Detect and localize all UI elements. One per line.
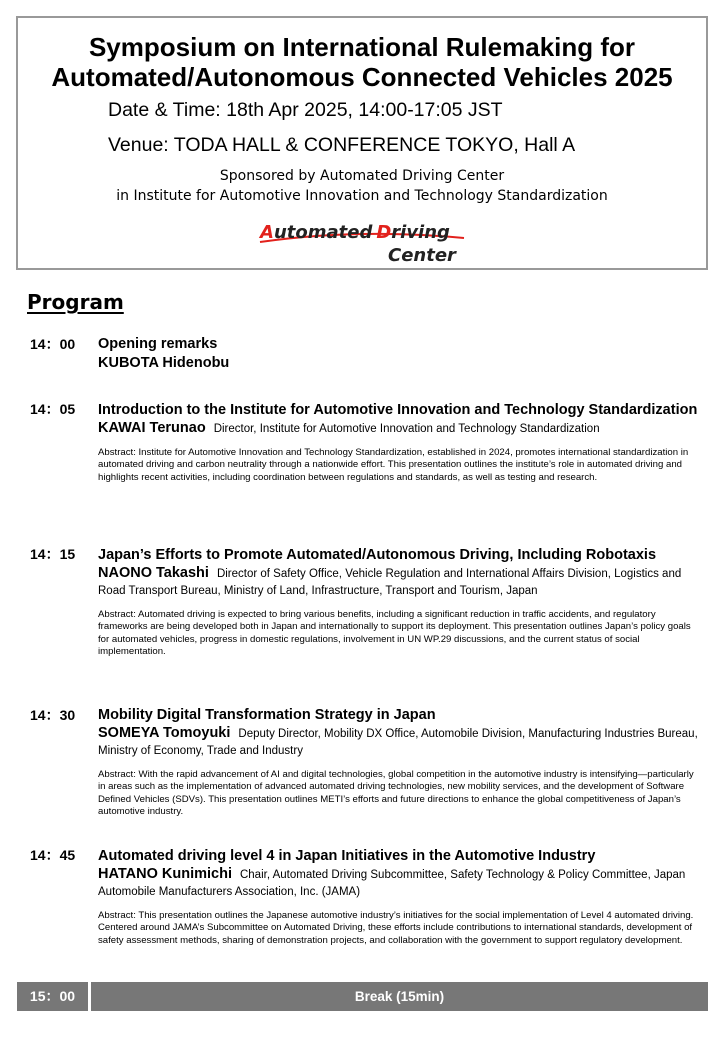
logo-initial-d: D xyxy=(376,222,392,243)
entry-time: 14：45 xyxy=(30,847,76,863)
event-venue: Venue: TODA HALL & CONFERENCE TOKYO, Hall A xyxy=(108,134,576,156)
entry-abstract: Abstract: With the rapid advancement of AI and digital technologies, global competition in the automotive industry is intensifying—particularly in areas such as the implementation of advanced automated driving technologies, new mobility services, and the development of Software Defined Vehicles (SDVs). This presentation outlines METI’s efforts and future directions to enhance the global competitiveness of Japan’s automotive industry. xyxy=(98,769,694,818)
entry-role: Director, Institute for Automotive Innovation and Technology Standardization xyxy=(213,423,600,435)
sponsor-line-2: in Institute for Automotive Innovation and Technology Standardization xyxy=(116,188,608,204)
entry-time: 14：00 xyxy=(30,336,76,352)
entry-title: Japan’s Efforts to Promote Automated/Autonomous Driving, Including Robotaxis xyxy=(98,547,657,563)
entry-title: Mobility Digital Transformation Strategy in Japan xyxy=(98,707,436,723)
entry-role: Deputy Director, Mobility DX Office, Automobile Division, Manufacturing Industries Bureau, Ministry of Economy, Trade and Industry xyxy=(98,728,698,757)
program-entry-level4 xyxy=(98,847,698,947)
entry-speaker-line xyxy=(98,420,698,438)
break-time: 15：00 xyxy=(17,982,88,1011)
entry-title: Automated driving level 4 in Japan Initiatives in the Automotive Industry xyxy=(98,848,596,864)
title-line-1: Symposium on International Rulemaking for xyxy=(88,32,636,62)
header-box xyxy=(16,16,708,270)
entry-speaker: NAONO Takashi xyxy=(98,565,209,581)
sponsor-line-1: Sponsored by Automated Driving Center xyxy=(219,168,505,184)
logo-word-automated: utomated xyxy=(273,222,373,243)
entry-abstract: Abstract: Institute for Automotive Innovation and Technology Standardization, established in 2024, promotes international standardization in automated driving and carbon neutrality through a nationwide effort. This presentation outlines the institute’s role in automated driving and highlights recent activities, including coordination between regulations and standards, as well as testing and research. xyxy=(98,447,689,483)
break-bar: Break (15min) xyxy=(91,982,708,1011)
entry-title: Introduction to the Institute for Automotive Innovation and Technology Standardization xyxy=(98,402,698,418)
logo-initial-a: A xyxy=(260,222,274,243)
entry-abstract: Abstract: Automated driving is expected to bring various benefits, including a significant reduction in traffic accidents, and regulatory frameworks are being developed both in Japan and internationally to support its deployment. This presentation outlines Japan’s policy goals for automated vehicles, progress in domestic regulations, involvement in UN WP.29 discussions, and the current status of social implementation. xyxy=(98,609,691,658)
entry-speaker: KUBOTA Hidenobu xyxy=(98,355,230,371)
entry-speaker: KAWAI Terunao xyxy=(98,420,206,436)
entry-time: 14：05 xyxy=(30,401,76,417)
entry-role: Chair, Automated Driving Subcommittee, Safety Technology & Policy Committee, Japan Automobile Manufacturers Association, Inc. (JAMA) xyxy=(98,869,686,898)
entry-abstract: Abstract: This presentation outlines the Japanese automotive industry’s initiatives for the social implementation of Level 4 automated driving. Centered around JAMA’s Subcommittee on Automated Driving, these efforts include contributions to international standards, development of safety assessment methods, sharing of demonstration projects, and collaboration with the government to support regulatory development. xyxy=(98,910,694,946)
program-entry-opening xyxy=(98,335,698,373)
title-line-2: Automated/Autonomous Connected Vehicles 2025 xyxy=(51,62,673,92)
program-entry-japan-efforts xyxy=(98,546,698,659)
entry-speaker-line xyxy=(98,866,698,901)
automated-driving-center-logo xyxy=(258,218,468,264)
svg-text:AutomatedDriving xyxy=(258,222,450,243)
entry-title: Opening remarks xyxy=(98,336,218,352)
entry-speaker-line xyxy=(98,725,698,760)
event-datetime: Date & Time: 18th Apr 2025, 14:00-17:05 JST xyxy=(108,99,503,121)
program-entry-mobility-dx xyxy=(98,706,698,819)
logo-word-driving: riving xyxy=(391,222,450,243)
entry-speaker: SOMEYA Tomoyuki xyxy=(98,725,231,741)
program-entry-introduction xyxy=(98,401,698,484)
entry-speaker-line xyxy=(98,565,698,600)
entry-time: 14：30 xyxy=(30,707,76,723)
logo-word-center: Center xyxy=(388,245,456,264)
entry-speaker: HATANO Kunimichi xyxy=(98,866,232,882)
entry-time: 14：15 xyxy=(30,546,76,562)
entry-role: Director of Safety Office, Vehicle Regulation and International Affairs Division, Logistics and Road Transport Bureau, Ministry of Land, Infrastructure, Transport and Tourism, Japan xyxy=(98,568,682,597)
program-heading: Program xyxy=(27,290,124,314)
